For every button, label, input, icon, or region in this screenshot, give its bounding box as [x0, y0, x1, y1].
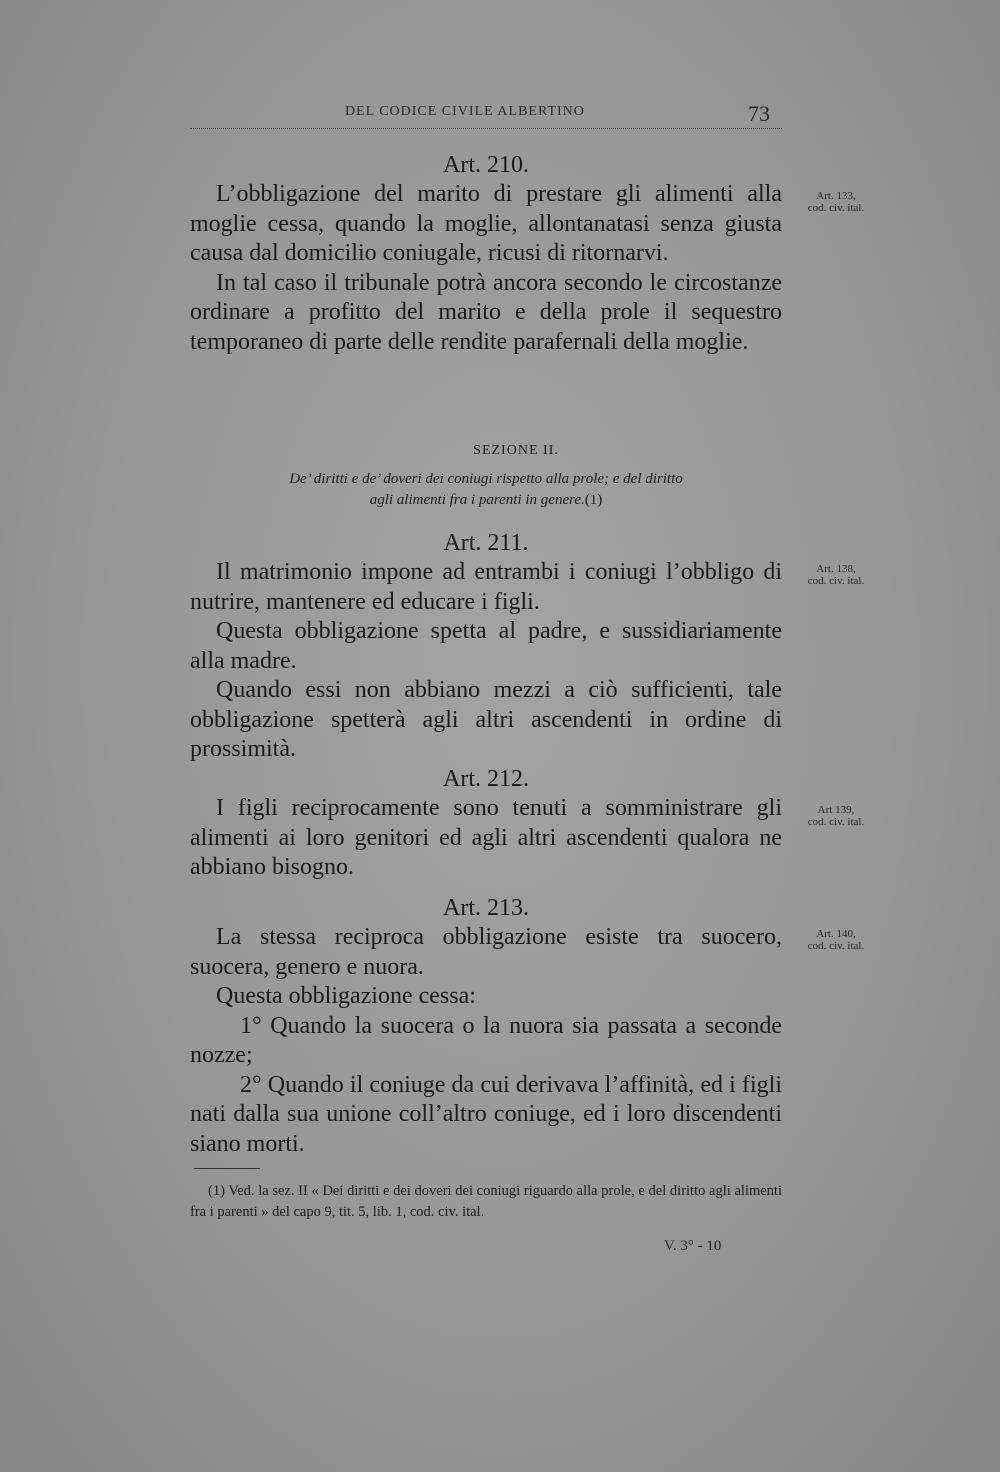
margin-note-line: Art. 138,: [816, 563, 856, 575]
article-213-title: Art. 213.: [443, 895, 529, 921]
margin-note-line: Art 139,: [817, 804, 855, 816]
article-213-item-2: 2° Quando il coniuge da cui derivava l’affinità, ed i figli nati dalla sua unione coll’altro coniuge, ed i loro discendenti siano morti.: [190, 1071, 782, 1157]
header-rule: [190, 128, 782, 129]
article-213: [190, 893, 782, 1159]
article-212-title: Art. 212.: [443, 766, 529, 792]
section-subtitle-line-2: [190, 490, 782, 511]
article-210: [190, 150, 782, 357]
margin-note-line: cod. civ. ital.: [807, 816, 865, 828]
running-title: DEL CODICE CIVILE ALBERTINO: [345, 104, 585, 119]
section-title: SEZIONE II.: [473, 443, 559, 458]
margin-note-line: Art. 133,: [816, 190, 856, 202]
footnote: (1) Ved. la sez. II « Dei diritti e dei doveri dei coniugi riguardo alla prole, e del diritto agli alimenti fra i parenti » del capo 9, tit. 5, lib. 1, cod. civ. ital.: [190, 1183, 782, 1220]
margin-note-line: cod. civ. ital.: [807, 940, 865, 952]
article-210-paragraph-1: L’obbligazione del marito di prestare gli alimenti alla moglie cessa, quando la moglie, allontanatasi senza giusta causa dal domicilio coniugale, ricusi di ritornarvi.: [190, 181, 782, 266]
section-subtitle-line-1: De’ diritti e de’ doveri dei coniugi rispetto alla prole; e del diritto: [289, 471, 683, 487]
margin-note-art-211: [788, 563, 884, 587]
article-210-title: Art. 210.: [443, 152, 529, 178]
margin-note-line: cod. civ. ital.: [807, 202, 865, 214]
article-211-paragraph-1: Il matrimonio impone ad entrambi i coniugi l’obbligo di nutrire, mantenere ed educare i figli.: [190, 559, 782, 615]
margin-note-line: cod. civ. ital.: [807, 575, 865, 587]
section-subtitle-text: agli alimenti fra i parenti in genere.: [369, 492, 585, 508]
printer-signature: V. 3° - 10: [664, 1238, 722, 1254]
article-213-item-1: 1° Quando la suocera o la nuora sia passata a seconde nozze;: [190, 1012, 782, 1068]
section-heading: [190, 443, 782, 511]
footnote-rule: [194, 1168, 260, 1169]
margin-note-line: Art. 140,: [816, 928, 856, 940]
margin-note-art-212: [788, 804, 884, 828]
article-211-paragraph-2: Questa obbligazione spetta al padre, e sussidiariamente alla madre.: [190, 618, 782, 674]
margin-note-art-210: [788, 190, 884, 214]
article-212: [190, 764, 782, 883]
margin-note-art-213: [788, 928, 884, 952]
article-211-paragraph-3: Quando essi non abbiano mezzi a ciò sufficienti, tale obbligazione spetterà agli altri ascendenti in ordine di prossimità.: [190, 677, 782, 762]
article-212-paragraph-1: I figli reciprocamente sono tenuti a somministrare gli alimenti ai loro genitori ed agli altri ascendenti qualora ne abbiano bisogno.: [190, 795, 782, 880]
article-213-paragraph-1: La stessa reciproca obbligazione esiste tra suocero, suocera, genero e nuora.: [190, 924, 782, 980]
footnote-marker: (1): [584, 492, 603, 508]
article-210-paragraph-2: In tal caso il tribunale potrà ancora secondo le circostanze ordinare a profitto del marito e della prole il sequestro temporaneo di parte delle rendite parafernali della moglie.: [190, 269, 782, 355]
article-211: [190, 528, 782, 765]
page-number: 73: [748, 101, 770, 126]
article-213-paragraph-2: Questa obbligazione cessa:: [216, 983, 476, 1009]
article-211-title: Art. 211.: [443, 530, 529, 556]
